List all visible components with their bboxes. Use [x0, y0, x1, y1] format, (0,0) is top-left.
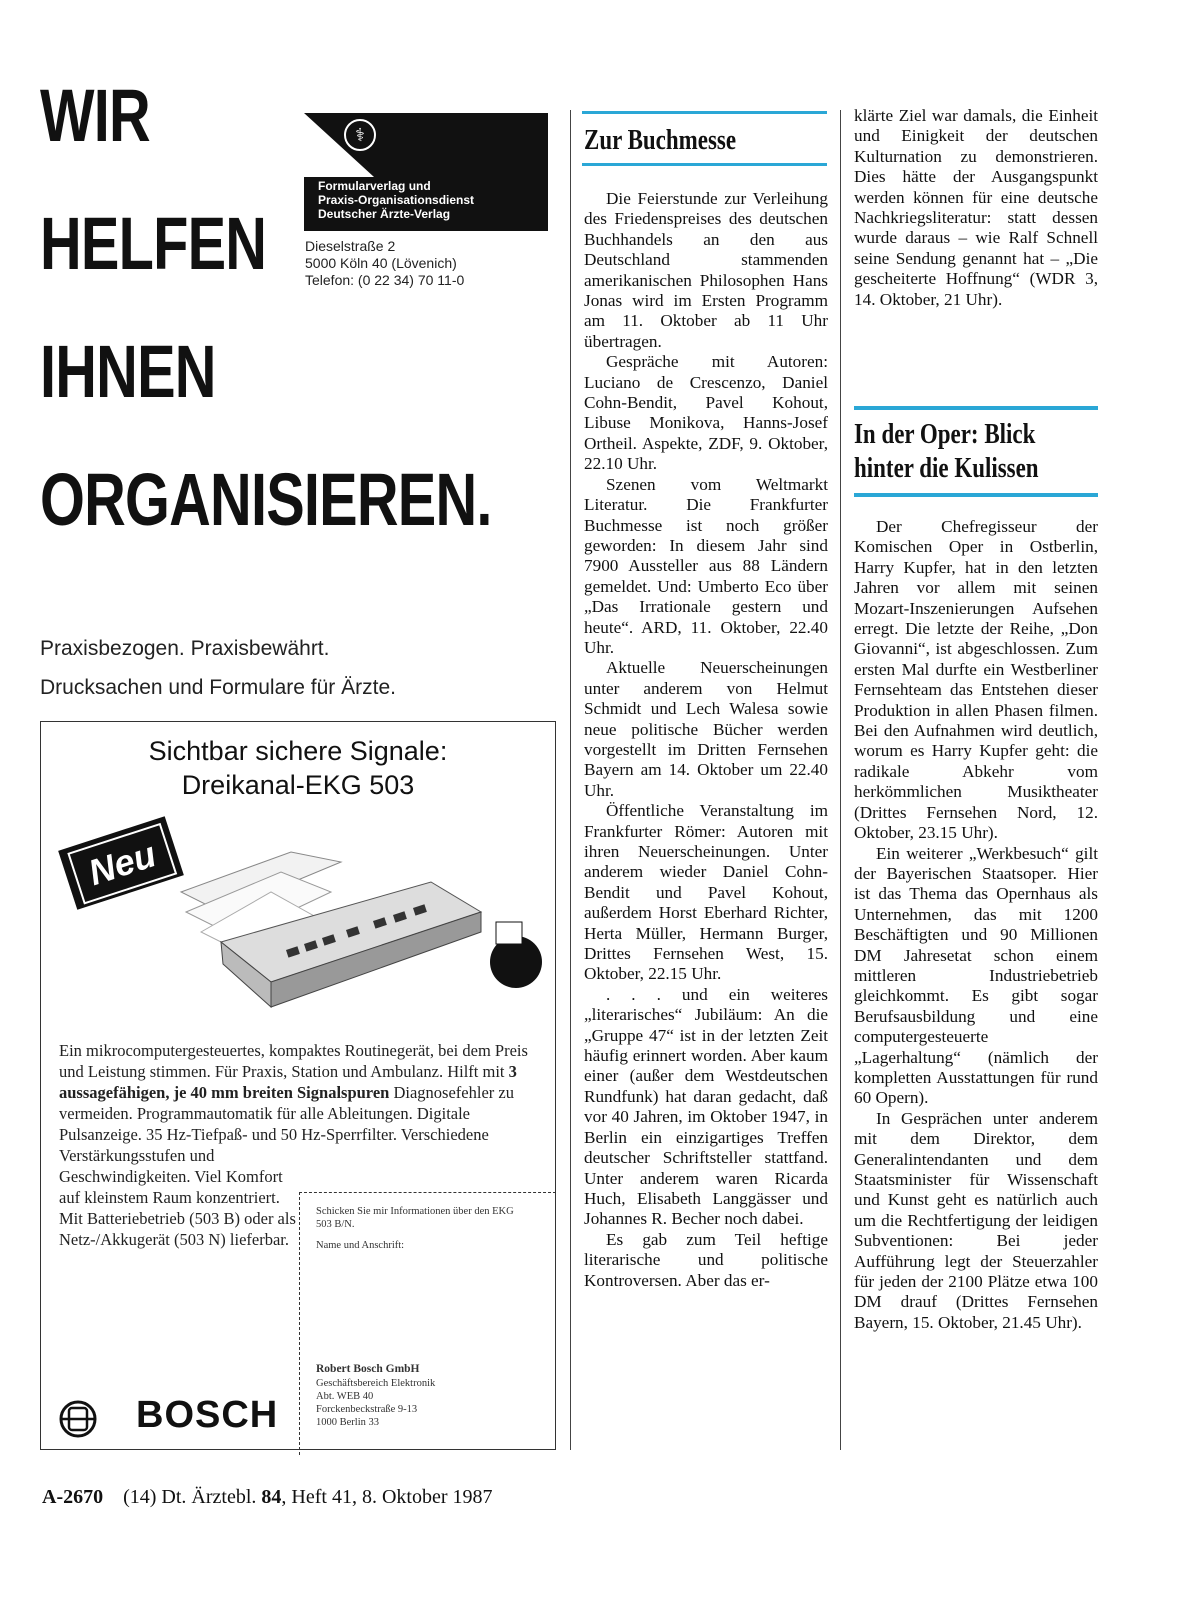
- article1-bottom-rule: [582, 163, 827, 166]
- headline-line-1: WIR: [40, 74, 150, 157]
- article1-top-rule: [582, 111, 827, 114]
- claim-line-1: Praxisbezogen. Praxisbewährt.: [40, 637, 330, 660]
- journal-name: (14) Dt. Ärztebl.: [123, 1486, 257, 1508]
- article1-paragraph: Szenen vom Weltmarkt Literatur. Die Frankfurter Buchmesse ist noch größer geworden: In diesem Jahr sind 7900 Aussteller aus 88 Ländern gemeldet. Und: Umberto Eco über „Das Irrationale gestern und heute“. ARD, 11. Oktober, 22.40 Uhr.: [584, 474, 828, 657]
- article2-paragraph: Ein weiterer „Werkbesuch“ gilt der Bayerischen Staatsoper. Hier ist das Thema das Opernhaus als Unternehmen, das mit 1200 Beschäftigten und 90 Millionen DM Jahresetat schon einem mittleren Industriebetrieb gleichkommt. Es gibt sogar Berufsausbildung und eine computergesteuerte „Lagerhaltung“ (nämlich der kompletten Ausstattungen für rund 60 Opern).: [854, 843, 1098, 1108]
- article1-paragraph: Aktuelle Neuerscheinungen unter anderem von Helmut Schmidt und Lech Walesa sowie neue politische Bücher werden vorgestellt im Dritten Fernsehen Bayern am 14. Oktober um 22.40 Uhr.: [584, 658, 828, 800]
- claim-line-2: Drucksachen und Formulare für Ärzte.: [40, 676, 396, 699]
- bosch-armature-icon: [58, 1399, 98, 1439]
- publisher-logo: [304, 113, 548, 231]
- article1-title: Zur Buchmesse: [584, 125, 737, 156]
- article2-bottom-rule: [854, 493, 1098, 497]
- coupon-request: Schicken Sie mir Informationen über den EKG 503 B/N.: [316, 1206, 514, 1230]
- article2-paragraph: In Gesprächen unter anderem mit dem Direktor, dem Generalintendanten und dem Staatsminister für Wissenschaft und Kunst geht es natürlich auch um die Rechtfertigung der leidigen Subventionen: Bei jeder Aufführung legt der Steuerzahler für jeden der 2100 Plätze etwa 100 DM drauf (Drittes Fernsehen Bayern, 15. Oktober, 21.45 Uhr).: [854, 1108, 1098, 1332]
- publisher-name: Formularverlag und Praxis-Organisationsdienst Deutscher Ärzte-Verlag: [318, 179, 475, 221]
- article1-paragraph: Die Feierstunde zur Verleihung des Friedenspreises des deutschen Buchhandels an den aus Deutschland stammenden amerikanischen Philosophen Hans Jonas wird im Ersten Programm am 11. Oktober ab 11 Uhr übertragen.: [584, 189, 828, 351]
- headline-line-3: IHNEN: [40, 330, 216, 413]
- bosch-brand: BOSCH: [136, 1394, 279, 1436]
- publisher-address: Dieselstraße 2 5000 Köln 40 (Lövenich) Telefon: (0 22 34) 70 11-0: [305, 238, 465, 288]
- coupon-address: Geschäftsbereich Elektronik Abt. WEB 40 Forckenbeckstraße 9-13 1000 Berlin 33: [316, 1378, 436, 1428]
- article1-paragraph: . . . und ein weiteres „literarisches“ Jubiläum: An die „Gruppe 47“ ist in der letzten Zeit häufig erinnert worden. Aber kaum einer (außer dem Westdeutschen Rundfunk) hat daran gedacht, daß vor 40 Jahren, im Oktober 1947, in Berlin ein einzigartiges Treffen deutscher Schriftsteller stattfand. Unter anderem waren Ricarda Huch, Elisabeth Langgässer und Johannes R. Becher noch dabei.: [584, 984, 828, 1229]
- coupon-name-label: Name und Anschrift:: [316, 1240, 405, 1251]
- caduceus-icon: ⚕: [344, 119, 376, 151]
- article2-body: [854, 517, 1098, 1333]
- neu-badge: Neu: [58, 816, 184, 910]
- article1-paragraph: Gespräche mit Autoren: Luciano de Crescenzo, Daniel Cohn-Bendit, Pavel Kohout, Libuse Monikova, Hanns-Josef Ortheil. Aspekte, ZDF, 9. Oktober, 22.10 Uhr.: [584, 352, 828, 474]
- coupon-company: Robert Bosch GmbH: [316, 1363, 420, 1375]
- headline-line-4: ORGANISIEREN.: [40, 458, 492, 541]
- bosch-ad: [40, 721, 556, 1450]
- ad-title: Sichtbar sichere Signale: Dreikanal-EKG 503: [148, 736, 448, 800]
- ad-body-narrow: Geschwindigkeiten. Viel Komfort auf kleinstem Raum konzentriert. Mit Batteriebetrieb (503 B) oder als Netz-/Akkugerät (503 N) lieferbar.: [59, 1167, 296, 1249]
- page-number: A-2670: [42, 1486, 104, 1508]
- article1-continuation: klärte Ziel war damals, die Einheit und Einigkeit der deutschen Kulturnation zu demonstrieren. Dies hätte der Ausgangspunkt werden können für eine deutsche Nachkriegsliteratur: statt dessen wurde daraus – wie Ralf Schnell seine Sendung genannt hat – „Die gescheiterte Hoffnung“ (WDR 3, 14. Oktober, 21 Uhr).: [854, 106, 1098, 309]
- column-divider-1: [570, 110, 571, 1450]
- article1-paragraph: Es gab zum Teil heftige literarische und politische Kontroversen. Aber das er-: [584, 1229, 828, 1290]
- journal-volume: 84: [261, 1486, 282, 1508]
- ekg-device-illustration: [141, 822, 551, 1032]
- article1-body: [584, 189, 828, 1291]
- article2-top-rule: [854, 406, 1098, 410]
- article2-paragraph: Der Chefregisseur der Komischen Oper in Ostberlin, Harry Kupfer, hat in den letzten Jahren vor allem mit seinen Mozart-Inszenierungen Aufsehen erregt. Die letzte der Reihe, „Don Giovanni“, ist abgeschlossen. Zum ersten Mal durfte ein Westberliner Fernsehteam das Entstehen dieser Produktion in allen Phasen filmen. Bei den Aufnahmen wird deutlich, worum es Harry Kupfer geht: die radikale Abkehr vom herkömmlichen Musiktheater (Drittes Fernsehen Nord, 12. Oktober, 23.15 Uhr).: [854, 517, 1098, 843]
- headline-line-2: HELFEN: [40, 202, 267, 285]
- issue-date: , Heft 41, 8. Oktober 1987: [281, 1486, 493, 1508]
- article2-title: In der Oper: Blick hinter die Kulissen: [854, 419, 1039, 484]
- ad-body: Ein mikrocomputergesteuertes, kompaktes Routinegerät, bei dem Preis und Leistung stimmen. Für Praxis, Station und Ambulanz. Hilft mit 3 aussagefähigen, je 40 mm breiten Signalspuren Diagnosefehler zu vermeiden. Programmautomatik für alle Ableitungen. Digitale Pulsanzeige. 35 Hz-Tiefpaß- und 50 Hz-Sperrfilter. Verschiedene Verstärkungsstufen und Geschwindigkeiten. Viel Komfort auf kleinstem Raum konzentriert. Mit Batteriebetrieb (503 B) oder als Netz-/Akkugerät (503 N) lieferbar.: [59, 1041, 528, 1249]
- info-coupon[interactable]: [299, 1192, 556, 1455]
- column-divider-2: [840, 110, 841, 1450]
- article1-paragraph: Öffentliche Veranstaltung im Frankfurter Römer: Autoren mit ihren Neuerscheinungen. Unter anderem wieder Daniel Cohn-Bendit und Pavel Kohout, außerdem Horst Eberhard Richter, Herta Müller, Hermann Burger, Drittes Fernsehen West, 15. Oktober, 22.15 Uhr.: [584, 801, 828, 984]
- page-footer: [42, 1486, 492, 1509]
